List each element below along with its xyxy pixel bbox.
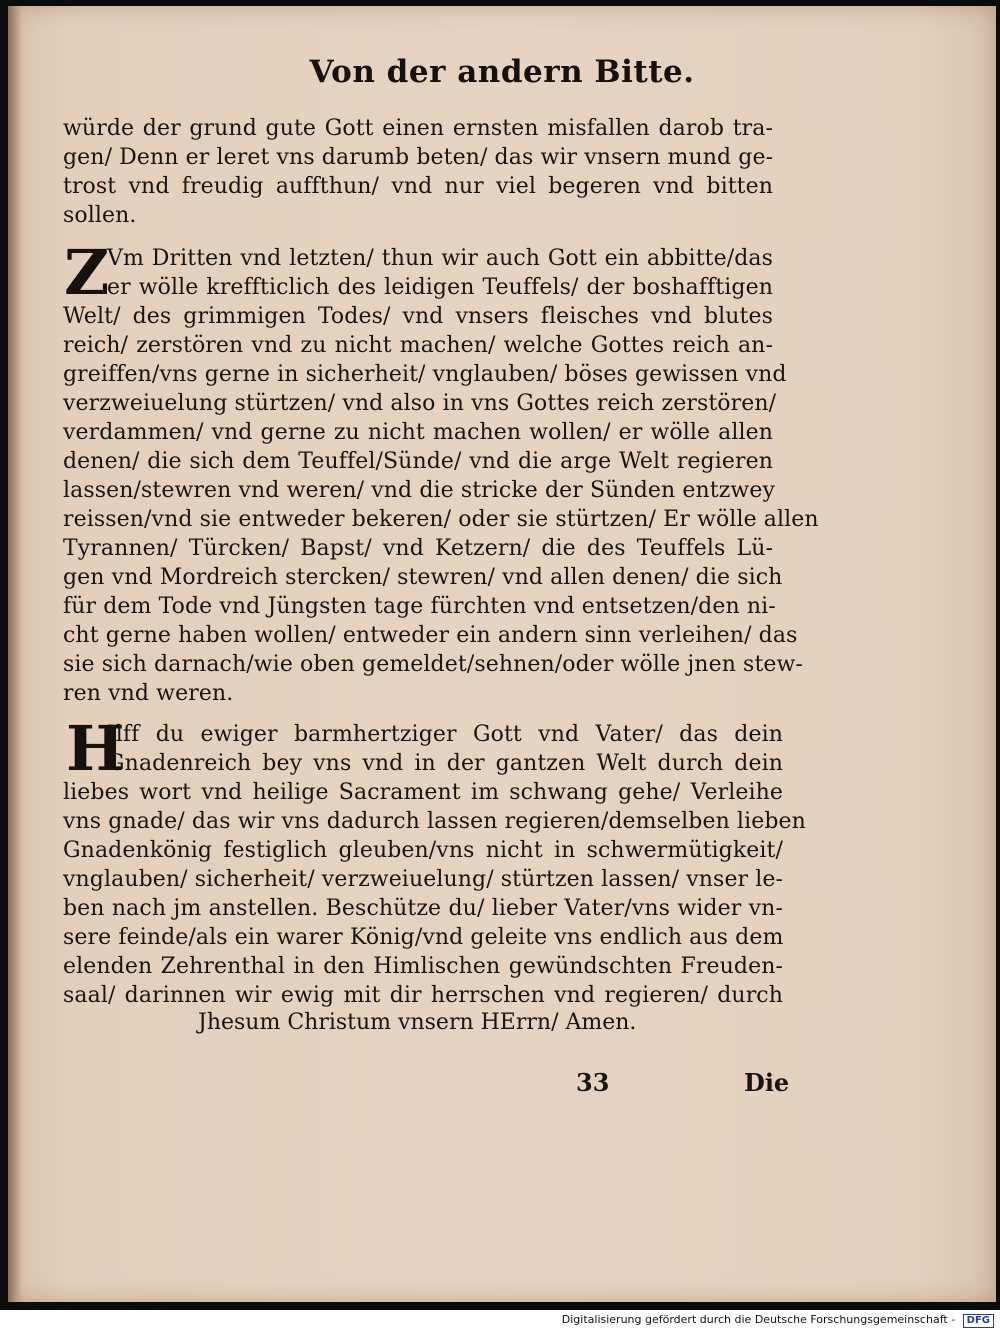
text-line: er wölle kreffticlich des leidigen Teuffels/ der boshafftigen [107,275,773,300]
text-line: Tyrannen/ Türcken/ Bapst/ vnd Ketzern/ die des Teuffels Lü- [63,536,773,561]
text-line: vnglauben/ sicherheit/ verzweiuelung/ stürtzen lassen/ vnser le- [63,867,784,892]
text-line: ren vnd weren. [63,681,234,706]
text-line: verdammen/ vnd gerne zu nicht machen wollen/ er wölle allen [63,420,773,445]
dropcap-h: H [66,712,125,785]
text-line: cht gerne haben wollen/ entweder ein andern sinn verleihen/ das [63,623,798,648]
paragraph-2 [63,236,819,708]
text-line: gen/ Denn er leret vns darumb beten/ das wir vnsern mund ge- [63,145,774,170]
text-line: Gnadenkönig festiglich gleuben/vns nicht in schwermütigkeit/ [63,838,783,863]
running-head: Von der andern Bitte. [309,54,695,90]
page-gutter-shadow [8,6,22,1302]
text-line: greiffen/vns gerne in sicherheit/ vnglauben/ böses gewissen vnd [63,362,787,387]
text-line: sollen. [63,203,137,228]
footer-credit-text: Digitalisierung gefördert durch die Deutsche Forschungsgemeinschaft - [561,1313,956,1326]
text-line: gen vnd Mordreich stercken/ stewren/ vnd allen denen/ die sich [63,565,783,590]
catchword: Die [744,1068,790,1097]
text-line: sere feinde/als ein warer König/vnd geleite vns endlich aus dem [63,925,784,950]
text-line: reich/ zerstören vnd zu nicht machen/ welche Gottes reich an- [63,333,773,358]
text-line: Ilff du ewiger barmhertziger Gott vnd Vater/ das dein [107,722,783,747]
text-line: reissen/vnd sie entweder bekeren/ oder sie stürtzen/ Er wölle allen [63,507,819,532]
text-line: trost vnd freudig auffthun/ vnd nur viel begeren vnd bitten [63,174,773,199]
paragraph-1 [63,114,773,230]
text-line: Welt/ des grimmigen Todes/ vnd vnsers fleisches vnd blutes [63,304,773,329]
book-page [8,6,996,1302]
text-line: vns gnade/ das wir vns dadurch lassen regieren/demselben lieben [63,809,806,834]
text-line: sie sich darnach/wie oben gemeldet/sehnen/oder wölle jnen stew- [63,652,803,677]
text-line: saal/ darinnen wir ewig mit dir herrschen vnd regieren/ durch [63,983,783,1008]
text-line: ben nach jm anstellen. Beschütze du/ lieber Vater/vns wider vn- [63,896,783,921]
dfg-logo-icon: DFG [963,1314,994,1328]
text-line: würde der grund gute Gott einen ernsten misfallen darob tra- [63,116,773,141]
text-line: lassen/stewren vnd weren/ vnd die stricke der Sünden entzwey [63,478,775,503]
paragraph-3 [63,712,806,1010]
signature-mark: 33 [576,1068,610,1097]
text-line: für dem Tode vnd Jüngsten tage fürchten vnd entsetzen/den ni- [63,594,776,619]
dropcap-z: Z [64,236,110,309]
text-line: denen/ die sich dem Teuffel/Sünde/ vnd die arge Welt regieren [63,449,773,474]
text-line: Vm Dritten vnd letzten/ thun wir auch Gott ein abbitte/das [107,246,773,271]
text-line: liebes wort vnd heilige Sacrament im schwang gehe/ Verleihe [63,780,783,805]
closing-line: Jhesum Christum vnsern HErrn/ Amen. [198,1010,637,1035]
text-line: elenden Zehrenthal in den Himlischen gewündschten Freuden- [63,954,783,979]
text-line: Gnadenreich bey vns vnd in der gantzen Welt durch dein [107,751,783,776]
digitization-footer [562,1313,994,1328]
text-line: verzweiuelung stürtzen/ vnd also in vns Gottes reich zerstören/ [63,391,777,416]
